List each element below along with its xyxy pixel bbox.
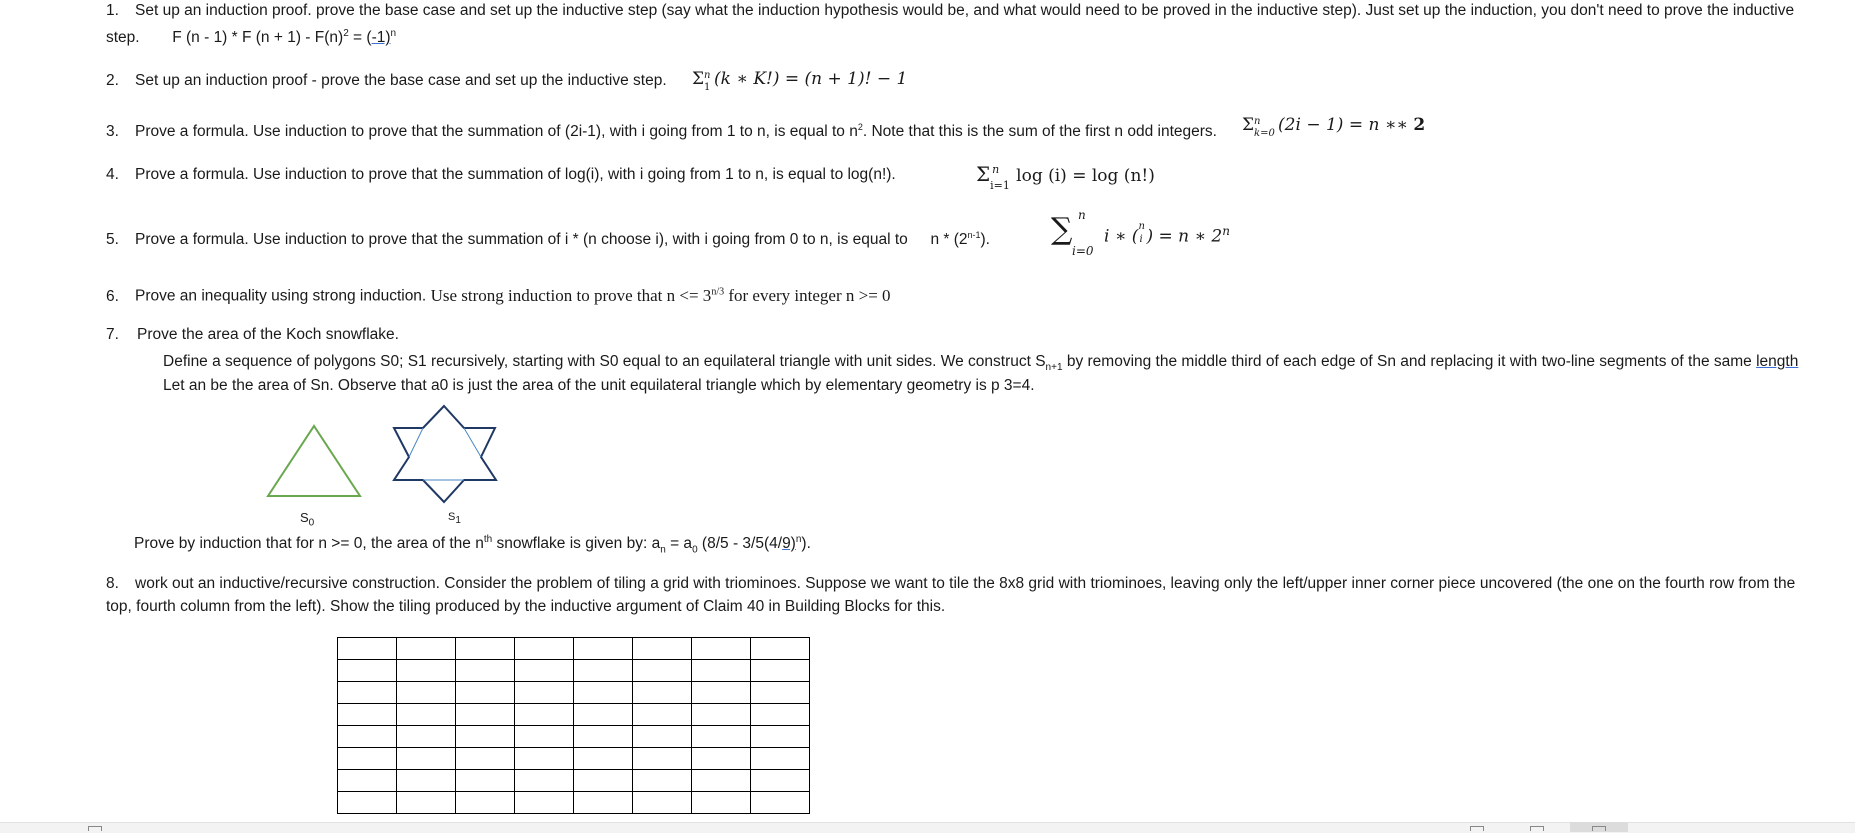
grid-cell bbox=[338, 770, 397, 792]
grid-cell bbox=[574, 660, 633, 682]
question-number: 6. bbox=[106, 287, 119, 305]
koch-paragraph-2: Let an be the area of Sn. Observe that a0 is just the area of the unit equilateral triangle which by elementary geometry is p 3=4. bbox=[163, 377, 1035, 394]
grid-cell bbox=[692, 726, 751, 748]
question-3 bbox=[106, 117, 1217, 142]
question-8-continuation: top, fourth column from the left). Show the tiling produced by the inductive argument of Claim 40 in Building Blocks for this. bbox=[106, 598, 946, 615]
document-page: 1. Set up an induction proof. prove the base case and set up the inductive step (say what the induction hypothesis would be, and what would need to be proved in the inductive step). Just set up the induction, you don't need to prove the inductive step. F (n - 1) * F $(n + 1) - F(n)^2 = (-1)^n$ 2. Set up an induction proof - prove the base case and set up the inductive step. Σ n 1 (k ∗ K!) = (n + 1)! − 1 3. Prove a formula. Use induction to prove that the summation of (2i-1), with i going from 1 to n, is equal to $n^2$. Note that this is the sum of the first n odd integers. Σ n k=0 (2i − 1) = n ∗∗ 2 4. Prove a formula. Use induction to prove that the summation of log(i), with i going from 1 to n, is equal to log(n!). Σ n i=1 log (i) = log (n!) 5. Prove a formula. Use induction to prove that the summation of i * (n choose i), with i going from 0 to n, is equal to n * (2$^{n-1}$). ∑ n i=0 i ∗ ( n i ) = n ∗ 2$^n$ 6. Prove an inequality using strong induction. Use strong induction to prove that $n <= 3^{n/3}$ for every integer n >= 0 7. Prove the area of the Koch snowflake. Define a sequence of polygons S0; S1 recursively, starting with S0 equal to an equilateral triangle with unit sides. We construct $S_{n+1}$ by removing the middle third of each edge of Sn and replacing it with two-line segments of the same length Let an be the area of Sn. Observe that a0 is just the area of the unit equilateral triangle which by elementary geometry is p 3=4. $S_0$ S1 Prove by induction that for n >= 0, the area of the $n^{th}$ snowflake is given by: $a_n = a_0$ $(8/5 - 3/5(4/9)^n)$. 8. work out an inductive/recursive construction. Consider the problem of tiling a grid with triominoes. Suppose we want to tile the 8x8 grid with triominoes, leaving only the left/upper inner corner piece uncovered (the one on the fourth row from the top, fourth column from the left). Show the tiling produced by the inductive argument of Claim 40 in Building Blocks for this. bbox=[0, 0, 1855, 832]
question-text: Set up an induction proof. prove the base case and set up the inductive step (say what the induction hypothesis would be, and what would need to be proved in the inductive step). Just set up the induction, you don't need to prove the inductive bbox=[135, 2, 1795, 19]
triomino-grid bbox=[337, 637, 810, 814]
grid-cell bbox=[397, 638, 456, 660]
formula-2: Σ n 1 (k ∗ K!) = (n + 1)! − 1 bbox=[692, 69, 908, 93]
grid-cell bbox=[515, 792, 574, 814]
grid-cell bbox=[633, 638, 692, 660]
grid-cell bbox=[456, 682, 515, 704]
grid-cell bbox=[338, 660, 397, 682]
question-title: Prove the area of the Koch snowflake. bbox=[137, 326, 399, 343]
question-number: 4. bbox=[106, 166, 119, 183]
grid-cell bbox=[515, 726, 574, 748]
grid-row bbox=[338, 704, 810, 726]
question-5-tail: n * (2$^{n-1}$). bbox=[930, 230, 990, 249]
grid-cell bbox=[338, 726, 397, 748]
grid-cell bbox=[456, 660, 515, 682]
question-6 bbox=[106, 282, 891, 307]
question-text-continued: step. bbox=[106, 29, 140, 47]
grid-cell bbox=[574, 638, 633, 660]
grid-cell bbox=[574, 726, 633, 748]
question-number: 7. bbox=[106, 326, 119, 343]
question-7 bbox=[106, 325, 399, 345]
formula-3: Σ n k=0 (2i − 1) = n ∗∗ 2 bbox=[1242, 115, 1426, 139]
formula-4: Σ n i=1 log (i) = log (n!) bbox=[976, 162, 1155, 192]
grid-cell bbox=[515, 704, 574, 726]
grid-cell bbox=[633, 748, 692, 770]
question-1-continuation bbox=[106, 24, 396, 48]
grid-cell bbox=[515, 660, 574, 682]
question-text: Prove a formula. Use induction to prove that the summation of (2i-1), with i going from 1 to n, is equal to $n^2$. Note that this is the sum of the first n odd integers. bbox=[135, 122, 1217, 141]
s0-triangle bbox=[268, 426, 360, 496]
s1-label: S1 bbox=[448, 511, 461, 527]
grid-row bbox=[338, 770, 810, 792]
grid-cell bbox=[397, 682, 456, 704]
grid-cell bbox=[456, 770, 515, 792]
grid-cell bbox=[515, 682, 574, 704]
web-layout-icon[interactable] bbox=[1592, 826, 1606, 831]
grid-cell bbox=[338, 682, 397, 704]
question-number: 8. bbox=[106, 575, 119, 592]
grid-cell bbox=[633, 726, 692, 748]
grid-cell bbox=[692, 792, 751, 814]
grid-cell bbox=[751, 660, 810, 682]
question-8 bbox=[106, 574, 1795, 594]
grid-cell bbox=[633, 792, 692, 814]
grid-row bbox=[338, 638, 810, 660]
grid-cell bbox=[751, 770, 810, 792]
question-2 bbox=[106, 71, 667, 91]
grid-cell bbox=[574, 748, 633, 770]
grid-cell bbox=[692, 770, 751, 792]
question-text: Prove a formula. Use induction to prove that the summation of log(i), with i going from 1 to n, is equal to log(n!). bbox=[135, 166, 896, 183]
koch-paragraph-1: Define a sequence of polygons S0; S1 recursively, starting with S0 equal to an equilateral triangle with unit sides. We construct $S_{n+1}$ by removing the middle third of each edge of Sn and replacing it with two-line segments of the same length bbox=[163, 353, 1799, 374]
grid-cell bbox=[692, 682, 751, 704]
grid-cell bbox=[515, 770, 574, 792]
grid-row bbox=[338, 748, 810, 770]
grid-cell bbox=[515, 638, 574, 660]
grid-cell bbox=[633, 660, 692, 682]
grid-cell bbox=[397, 770, 456, 792]
question-4 bbox=[106, 165, 896, 185]
question-number: 5. bbox=[106, 231, 119, 249]
grid-cell bbox=[751, 704, 810, 726]
koch-figures bbox=[262, 400, 502, 504]
grid-cell bbox=[633, 682, 692, 704]
grid-cell bbox=[692, 748, 751, 770]
grid-cell bbox=[338, 704, 397, 726]
grid-row bbox=[338, 792, 810, 814]
grid-cell bbox=[456, 792, 515, 814]
grid-cell bbox=[751, 726, 810, 748]
grid-cell bbox=[397, 660, 456, 682]
formula-1: F (n - 1) * F $(n + 1) - F(n)^2 = (-1)^n$ bbox=[172, 28, 397, 47]
grid-cell bbox=[338, 748, 397, 770]
grid-row bbox=[338, 682, 810, 704]
grid-cell bbox=[456, 638, 515, 660]
grid-cell bbox=[692, 638, 751, 660]
grid-cell bbox=[751, 792, 810, 814]
grid-cell bbox=[338, 792, 397, 814]
grid-cell bbox=[751, 748, 810, 770]
question-text: work out an inductive/recursive construction. Consider the problem of tiling a grid with triominoes. Suppose we want to tile the 8x8 grid with triominoes, leaving only the left/upper inner corner piece uncovered (the one on the fourth row from the bbox=[135, 575, 1796, 592]
grid-cell bbox=[633, 704, 692, 726]
question-text: Prove a formula. Use induction to prove that the summation of i * (n choose i), with i going from 0 to n, is equal to bbox=[135, 231, 908, 249]
grid-cell bbox=[574, 682, 633, 704]
koch-prove-statement: Prove by induction that for n >= 0, the area of the $n^{th}$ snowflake is given by: $a_n = a_0$ $(8/5 - 3/5(4/9)^n)$. bbox=[134, 534, 811, 556]
question-6-statement: Use strong induction to prove that $n <= 3^{n/3}$ for every integer n >= 0 bbox=[430, 285, 891, 305]
grid-cell bbox=[397, 726, 456, 748]
grid-cell bbox=[692, 704, 751, 726]
question-text: Set up an induction proof - prove the base case and set up the inductive step. bbox=[135, 72, 667, 89]
grid-cell bbox=[692, 660, 751, 682]
page-icon[interactable] bbox=[88, 826, 102, 831]
question-1 bbox=[106, 1, 1794, 21]
grid-cell bbox=[751, 638, 810, 660]
s1-star bbox=[394, 406, 496, 502]
grid-cell bbox=[574, 704, 633, 726]
grid-cell bbox=[574, 770, 633, 792]
grid-cell bbox=[456, 704, 515, 726]
print-layout-icon[interactable] bbox=[1530, 826, 1544, 831]
grid-cell bbox=[397, 748, 456, 770]
grid-cell bbox=[456, 748, 515, 770]
grid-cell bbox=[456, 726, 515, 748]
question-number: 1. bbox=[106, 2, 119, 19]
grid-cell bbox=[338, 638, 397, 660]
question-number: 2. bbox=[106, 72, 119, 89]
grid-cell bbox=[397, 704, 456, 726]
grid-cell bbox=[515, 748, 574, 770]
question-text: Prove an inequality using strong induction. bbox=[135, 287, 427, 305]
question-5 bbox=[106, 225, 990, 250]
grid-cell bbox=[633, 770, 692, 792]
grid-row bbox=[338, 726, 810, 748]
read-mode-icon[interactable] bbox=[1470, 826, 1484, 831]
grid-row bbox=[338, 660, 810, 682]
question-number: 3. bbox=[106, 123, 119, 141]
grid-cell bbox=[751, 682, 810, 704]
grid-cell bbox=[574, 792, 633, 814]
s0-label: $S_0$ bbox=[300, 510, 315, 529]
grid-cell bbox=[397, 792, 456, 814]
